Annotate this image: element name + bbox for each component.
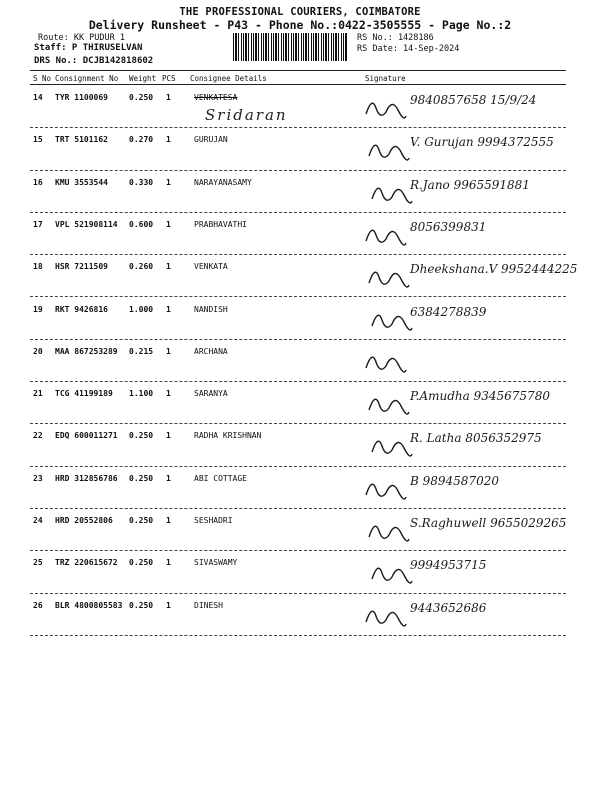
- serial-number: 23: [33, 473, 43, 483]
- table-row: [0, 424, 600, 466]
- serial-number: 15: [33, 135, 43, 145]
- pieces-count: 1: [166, 262, 171, 272]
- consignee-name: PRABHAVATHI: [194, 219, 247, 229]
- signature-area: [362, 128, 582, 170]
- pieces-count: 1: [166, 219, 171, 229]
- col-signature-header: Signature: [365, 74, 406, 83]
- table-row: [0, 594, 600, 636]
- signature-area: [362, 382, 582, 424]
- consignee-name: ABI COTTAGE: [194, 473, 247, 483]
- weight-value: 0.250: [129, 431, 154, 441]
- serial-number: 24: [33, 516, 43, 525]
- rs-date: RS Date: 14-Sep-2024: [357, 44, 460, 54]
- signature-area: [362, 171, 582, 213]
- col-sno-header: S No: [33, 74, 52, 83]
- signature-stroke: [366, 230, 406, 245]
- handwritten-signature-text: R.Jano 9965591881: [410, 177, 530, 192]
- serial-number: 22: [33, 431, 43, 441]
- handwritten-signature-text: P.Amudha 9345675780: [410, 389, 550, 404]
- handwritten-signature-text: 9994953715: [410, 558, 487, 573]
- consignment-number: EDQ 600011271: [55, 431, 118, 441]
- signature-stroke: [369, 272, 409, 287]
- consignee-name: SARANYA: [194, 389, 228, 399]
- signature-area: [362, 424, 582, 466]
- header-top-rule: [30, 70, 566, 71]
- weight-value: 0.250: [129, 93, 154, 102]
- col-consignment-header: Consignment No: [55, 74, 119, 83]
- signature-stroke: [366, 484, 406, 499]
- handwritten-signature-text: 6384278839: [410, 304, 487, 319]
- header-bottom-rule: [30, 84, 566, 85]
- handwritten-signature-text: 8056399831: [410, 219, 487, 234]
- signature-scribble: [362, 467, 582, 509]
- table-row: [0, 467, 600, 509]
- signature-area: [362, 551, 582, 593]
- consignment-number: MAA 867253289: [55, 346, 118, 356]
- table-row: [0, 340, 600, 382]
- signature-stroke: [366, 357, 406, 372]
- signature-stroke: [366, 103, 406, 118]
- signature-stroke: [366, 611, 406, 626]
- serial-number: 18: [33, 262, 43, 272]
- rs-number: RS No.: 1428186: [357, 33, 434, 43]
- consignee-name: SIVASWAMY: [194, 558, 238, 568]
- consignment-number: BLR 4800805583: [55, 600, 123, 610]
- serial-number: 17: [33, 219, 43, 229]
- signature-stroke: [372, 188, 412, 203]
- serial-number: 25: [33, 558, 43, 568]
- weight-value: 1.100: [129, 389, 154, 399]
- consignment-number: TRT 5101162: [55, 135, 108, 145]
- table-row: [0, 509, 600, 551]
- table-row: [0, 86, 600, 128]
- consignee-name: GURUJAN: [194, 135, 228, 145]
- consignee-name: NARAYANASAMY: [194, 177, 252, 187]
- consignee-name: VENKATESA: [194, 93, 238, 102]
- pieces-count: 1: [166, 473, 171, 483]
- company-title: THE PROFESSIONAL COURIERS, COIMBATORE: [179, 6, 421, 18]
- runsheet-subtitle: Delivery Runsheet - P43 - Phone No.:0422-3505555 - Page No.:2: [88, 18, 512, 32]
- weight-value: 1.000: [129, 304, 154, 314]
- staff-label: Staff: P THIRUSELVAN: [34, 43, 143, 53]
- handwritten-signature-text: R. Latha 8056352975: [410, 431, 542, 446]
- signature-scribble: [362, 298, 582, 340]
- col-weight-header: Weight: [129, 74, 157, 83]
- consignee-name: ARCHANA: [194, 346, 228, 356]
- table-row: [0, 213, 600, 255]
- signature-area: [362, 86, 582, 128]
- signature-area: [362, 509, 582, 551]
- pieces-count: 1: [166, 600, 171, 610]
- signature-scribble: [362, 171, 582, 213]
- consignment-number: HRD 20552806: [55, 516, 113, 525]
- signature-stroke: [372, 442, 412, 457]
- col-pcs-header: PCS: [162, 74, 176, 83]
- serial-number: 16: [33, 177, 43, 187]
- serial-number: 21: [33, 389, 43, 399]
- consignee-name: VENKATA: [194, 262, 228, 272]
- consignment-number: TYR 1100069: [55, 93, 108, 102]
- signature-stroke: [369, 399, 409, 414]
- consignee-name: DINESH: [194, 600, 223, 610]
- col-consignee-header: Consignee Details: [190, 74, 267, 83]
- consignment-number: HRD 312856786: [55, 473, 118, 483]
- signature-area: [362, 213, 582, 255]
- table-row: [0, 551, 600, 593]
- barcode-image: [233, 33, 348, 61]
- weight-value: 0.250: [129, 473, 154, 483]
- pieces-count: 1: [166, 558, 171, 568]
- table-row: [0, 382, 600, 424]
- signature-stroke: [372, 315, 412, 330]
- weight-value: 0.250: [129, 600, 154, 610]
- handwritten-annotation: Sridaran: [205, 106, 288, 124]
- table-row: [0, 128, 600, 170]
- signature-area: [362, 255, 582, 297]
- signature-stroke: [369, 145, 409, 160]
- handwritten-signature-text: B 9894587020: [410, 473, 499, 488]
- pieces-count: 1: [166, 177, 171, 187]
- drs-number: DRS No.: DCJB142818602: [34, 56, 154, 66]
- consignment-number: TCG 41199189: [55, 389, 113, 399]
- pieces-count: 1: [166, 431, 171, 441]
- row-divider: [30, 635, 566, 636]
- weight-value: 0.250: [129, 516, 154, 525]
- signature-scribble: [362, 340, 582, 382]
- serial-number: 20: [33, 346, 43, 356]
- table-row: [0, 255, 600, 297]
- weight-value: 0.600: [129, 219, 154, 229]
- signature-area: [362, 340, 582, 382]
- signature-area: [362, 298, 582, 340]
- handwritten-signature-text: 9443652686: [410, 600, 487, 615]
- serial-number: 14: [33, 93, 43, 102]
- consignment-number: TRZ 220615672: [55, 558, 118, 568]
- signature-scribble: [362, 594, 582, 636]
- pieces-count: 1: [166, 304, 171, 314]
- pieces-count: 1: [166, 93, 171, 102]
- weight-value: 0.330: [129, 177, 154, 187]
- handwritten-signature-text: Dheekshana.V 9952444225: [410, 262, 578, 277]
- handwritten-signature-text: V. Gurujan 9994372555: [410, 135, 554, 150]
- pieces-count: 1: [166, 346, 171, 356]
- consignment-number: VPL 521908114: [55, 219, 118, 229]
- table-row: [0, 298, 600, 340]
- weight-value: 0.270: [129, 135, 154, 145]
- weight-value: 0.250: [129, 558, 154, 568]
- weight-value: 0.260: [129, 262, 154, 272]
- consignment-number: KMU 3553544: [55, 177, 108, 187]
- consignment-number: HSR 7211509: [55, 262, 108, 272]
- serial-number: 26: [33, 600, 43, 610]
- consignee-name: NANDISH: [194, 304, 228, 314]
- consignee-name: RADHA KRISHNAN: [194, 431, 262, 441]
- signature-area: [362, 467, 582, 509]
- table-row: [0, 171, 600, 213]
- handwritten-signature-text: S.Raghuwell 9655029265: [410, 516, 567, 530]
- pieces-count: 1: [166, 516, 171, 525]
- handwritten-signature-text: 9840857658 15/9/24: [410, 93, 537, 107]
- pieces-count: 1: [166, 135, 171, 145]
- consignment-number: RKT 9426816: [55, 304, 108, 314]
- route-label: Route: KK PUDUR 1: [38, 33, 125, 43]
- pieces-count: 1: [166, 389, 171, 399]
- signature-area: [362, 594, 582, 636]
- signature-stroke: [369, 526, 409, 541]
- consignee-name: SESHADRI: [194, 516, 233, 525]
- signature-stroke: [372, 568, 412, 583]
- serial-number: 19: [33, 304, 43, 314]
- weight-value: 0.215: [129, 346, 154, 356]
